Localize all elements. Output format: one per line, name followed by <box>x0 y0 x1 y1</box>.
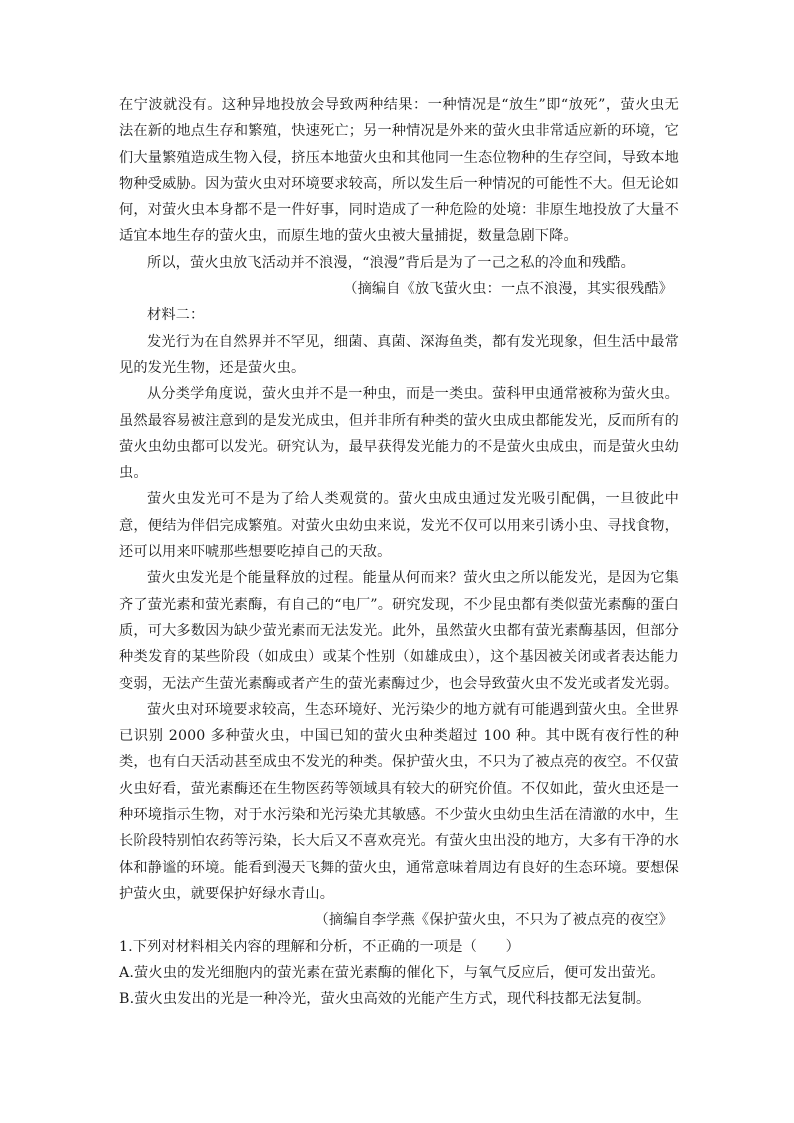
material2-paragraph-5: 萤火虫对环境要求较高，生态环境好、光污染少的地方就有可能遇到萤火虫。全世界已识别 2000 多种萤火虫，中国已知的萤火虫种类超过 100 种。其中既有夜行性的种类，也有白天活动甚至成虫不发光的种类。保护萤火虫，不只为了被点亮的夜空。不仅萤火虫好看，萤光素酶还在生物医药等领域具有较大的研究价值。不仅如此，萤火虫还是一种环境指示生物，对于水污染和光污染尤其敏感。不少萤火虫幼虫生活在清澈的水中，生长阶段特别怕农药等污染，长大后又不喜欢亮光。有萤火虫出没的地方，大多有干净的水体和静谧的环境。能看到漫天飞舞的萤火虫，通常意味着周边有良好的生态环境。要想保护萤火虫，就要保护好绿水青山。 <box>119 701 679 902</box>
document-page <box>119 92 679 1012</box>
material1-conclusion: 所以，萤火虫放飞活动并不浪漫，“浪漫”背后是为了一己之私的冷血和残酷。 <box>147 254 635 271</box>
question-option-a: A.萤火虫的发光细胞内的萤光素在萤光素酶的催化下，与氧气反应后，便可发出萤光。 <box>119 964 665 981</box>
material1-source: （摘编自《放飞萤火虫：一点不浪漫，其实很残酷》 <box>343 281 673 298</box>
material2-source: （摘编自李学燕《保护萤火虫，不只为了被点亮的夜空》 <box>314 912 673 929</box>
question-stem: 1.下列对材料相关内容的理解和分析，不正确的一项是（ ） <box>119 938 520 955</box>
material2-paragraph-1: 发光行为在自然界并不罕见，细菌、真菌、深海鱼类，都有发光现象，但生活中最常见的发光生物，还是萤火虫。 <box>119 333 679 376</box>
material2-paragraph-3: 萤火虫发光可不是为了给人类观赏的。萤火虫成虫通过发光吸引配偶，一旦彼此中意，便结为伴侣完成繁殖。对萤火虫幼虫来说，发光不仅可以用来引诱小虫、寻找食物，还可以用来吓唬那些想要吃掉自己的天敌。 <box>119 491 679 561</box>
material2-paragraph-2: 从分类学角度说，萤火虫并不是一种虫，而是一类虫。萤科甲虫通常被称为萤火虫。虽然最容易被注意到的是发光成虫，但并非所有种类的萤火虫成虫都能发光，反而所有的萤火虫幼虫都可以发光。研究认为，最早获得发光能力的不是萤火虫成虫，而是萤火虫幼虫。 <box>119 386 679 482</box>
material1-paragraph: 在宁波就没有。这种异地投放会导致两种结果：一种情况是“放生”即“放死”，萤火虫无法在新的地点生存和繁殖，快速死亡；另一种情况是外来的萤火虫非常适应新的环境，它们大量繁殖造成生物入侵，挤压本地萤火虫和其他同一生态位物种的生存空间，导致本地物种受威胁。因为萤火虫对环境要求较高，所以发生后一种情况的可能性不大。但无论如何，对萤火虫本身都不是一件好事，同时造成了一种危险的处境：非原生地投放了大量不适宜本地生存的萤火虫，而原生地的萤火虫被大量捕捉，数量急剧下降。 <box>119 97 679 245</box>
question-option-b: B.萤火虫发出的光是一种冷光，萤火虫高效的光能产生方式，现代科技都无法复制。 <box>119 991 651 1008</box>
material2-paragraph-4: 萤火虫发光是个能量释放的过程。能量从何而来？萤火虫之所以能发光，是因为它集齐了萤光素和萤光素酶，有自己的“电厂”。研究发现，不少昆虫都有类似萤光素酶的蛋白质，可大多数因为缺少萤光素而无法发光。此外，虽然萤火虫都有萤光素酶基因，但部分种类发育的某些阶段（如成虫）或某个性别（如雄成虫），这个基因被关闭或者表达能力变弱，无法产生萤光素酶或者产生的萤光素酶过少，也会导致萤火虫不发光或者发光弱。 <box>119 570 679 692</box>
material2-heading: 材料二： <box>147 307 205 324</box>
